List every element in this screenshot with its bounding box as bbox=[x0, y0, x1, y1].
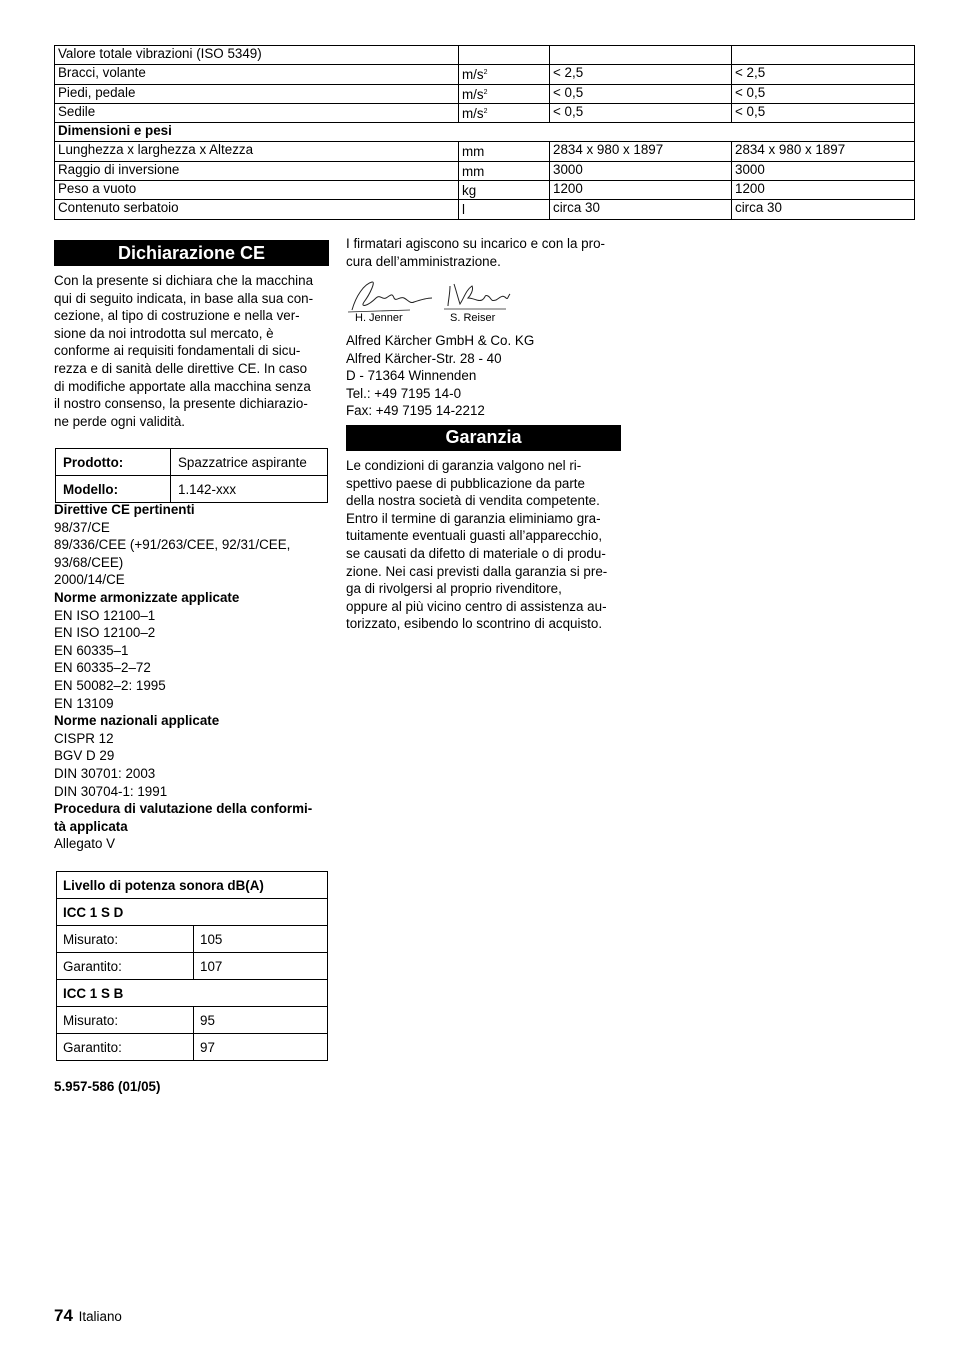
measured-label: Misurato: bbox=[57, 926, 194, 953]
spec-unit: mm bbox=[459, 142, 550, 161]
spec-unit: $m/s^2$ bbox=[459, 65, 550, 84]
spec-unit: l bbox=[459, 200, 550, 219]
spec-label: Sedile bbox=[55, 103, 459, 122]
spec-row bbox=[55, 123, 915, 142]
guaranteed-label: Garantito: bbox=[57, 953, 194, 980]
spec-value-1: 3000 bbox=[550, 161, 732, 180]
spec-unit: kg bbox=[459, 181, 550, 200]
signatories-intro: I firmatari agiscono su incarico e con la pro- cura dell’amministrazione. bbox=[346, 236, 605, 269]
warranty-text: Le condizioni di garanzia valgono nel ri- spettivo paese di pubblicazione da parte della nostra società di vendita competente. Entro il termine di garanzia eliminiamo gra- tuitamente eventuali guasti all’apparecchio, se causati da difetto di materiale o di produ- zione. Nei casi previsti dalla garanzia si pre- ga di rivolgersi al proprio rivenditore, oppure al più vicino centro di assistenza au- torizzato, esibendo lo scontrino di acquisto. bbox=[346, 458, 608, 632]
spec-label: Lunghezza x larghezza x Altezza bbox=[55, 142, 459, 161]
directive-item: 89/336/CEE (+91/263/CEE, 92/31/CEE, bbox=[54, 537, 291, 553]
company-address: Alfred Kärcher GmbH & Co. KG Alfred Kärcher-Str. 28 - 40 D - 71364 Winnenden Tel.: +49 7195 14-0 Fax: +49 7195 14-2212 bbox=[346, 333, 535, 419]
harmonized-item: EN 13109 bbox=[54, 695, 114, 711]
spec-row bbox=[55, 46, 915, 65]
spec-row bbox=[55, 84, 915, 103]
directives-list bbox=[54, 501, 339, 853]
sound-power-table bbox=[56, 871, 328, 1061]
spec-value-2: 1200 bbox=[732, 181, 915, 200]
spec-section-header: Dimensioni e pesi bbox=[55, 123, 915, 142]
guaranteed-label: Garantito: bbox=[57, 1034, 194, 1061]
spec-value-1: 1200 bbox=[550, 181, 732, 200]
warranty-heading: Garanzia bbox=[346, 425, 621, 451]
ce-declaration-heading: Dichiarazione CE bbox=[54, 240, 329, 266]
spec-value-1: < 2,5 bbox=[550, 65, 732, 84]
spec-label: Peso a vuoto bbox=[55, 181, 459, 200]
product-label: Prodotto: bbox=[56, 449, 171, 476]
harmonized-item: EN ISO 12100–1 bbox=[54, 607, 156, 623]
measured-label: Misurato: bbox=[57, 1007, 194, 1034]
national-item: BGV D 29 bbox=[54, 748, 115, 764]
spec-label: Piedi, pedale bbox=[55, 84, 459, 103]
spec-value-2 bbox=[732, 46, 915, 65]
spec-row bbox=[55, 161, 915, 180]
spec-unit: $m/s^2$ bbox=[459, 84, 550, 103]
sound-table-header: Livello di potenza sonora dB(A) bbox=[57, 872, 328, 899]
measured-value: 95 bbox=[194, 1007, 328, 1034]
document-code: 5.957-586 (01/05) bbox=[54, 1079, 161, 1094]
spec-value-1: 2834 x 980 x 1897 bbox=[550, 142, 732, 161]
spec-value-1: circa 30 bbox=[550, 200, 732, 219]
model-label: Modello: bbox=[56, 476, 171, 503]
directive-item: 2000/14/CE bbox=[54, 572, 125, 588]
harmonized-heading: Norme armonizzate applicate bbox=[54, 589, 240, 605]
spec-value-2: 2834 x 980 x 1897 bbox=[732, 142, 915, 161]
directives-heading: Direttive CE pertinenti bbox=[54, 502, 195, 517]
harmonized-item: EN ISO 12100–2 bbox=[54, 625, 156, 641]
spec-value-2: < 0,5 bbox=[732, 84, 915, 103]
procedure-value: Allegato V bbox=[54, 836, 116, 852]
spec-row bbox=[55, 103, 915, 122]
spec-label: Valore totale vibrazioni (ISO 5349) bbox=[55, 46, 459, 65]
spec-value-1 bbox=[550, 46, 732, 65]
spec-row bbox=[55, 65, 915, 84]
guaranteed-value: 107 bbox=[194, 953, 328, 980]
spec-unit bbox=[459, 46, 550, 65]
page-number: 74 bbox=[54, 1306, 73, 1325]
product-value: Spazzatrice aspirante bbox=[171, 449, 328, 476]
national-item: DIN 30701: 2003 bbox=[54, 765, 156, 781]
signature-jenner-image bbox=[346, 276, 526, 316]
product-model-table bbox=[55, 448, 328, 503]
sound-group-name: ICC 1 S D bbox=[57, 899, 328, 926]
page-footer bbox=[54, 1306, 122, 1326]
model-value: 1.142-xxx bbox=[171, 476, 328, 503]
spec-value-1: < 0,5 bbox=[550, 84, 732, 103]
spec-row bbox=[55, 200, 915, 219]
directive-item: 98/37/CE bbox=[54, 519, 110, 535]
measured-value: 105 bbox=[194, 926, 328, 953]
national-item: DIN 30704-1: 1991 bbox=[54, 783, 168, 799]
directive-item: 93/68/CEE) bbox=[54, 554, 124, 570]
harmonized-item: EN 60335–1 bbox=[54, 642, 129, 658]
ce-declaration-text: Con la presente si dichiara che la macchina qui di seguito indicata, in base alla sua con- cezione, al tipo di costruzione e nella ver- sione da noi introdotta sul mercato, è conforme ai requisiti fondamentali di sicu- rezza e di sanità delle direttive CE. In caso di modifiche apportate alla macchina senza il nostro consenso, la presente dichiarazio- ne perde ogni validità. bbox=[54, 273, 314, 429]
spec-value-2: 3000 bbox=[732, 161, 915, 180]
spec-value-2: < 2,5 bbox=[732, 65, 915, 84]
footer-language: Italiano bbox=[78, 1309, 122, 1324]
spec-unit: $m/s^2$ bbox=[459, 103, 550, 122]
spec-value-1: < 0,5 bbox=[550, 103, 732, 122]
technical-data-table bbox=[54, 45, 915, 220]
national-item: CISPR 12 bbox=[54, 730, 114, 746]
spec-label: Bracci, volante bbox=[55, 65, 459, 84]
spec-value-2: circa 30 bbox=[732, 200, 915, 219]
spec-row bbox=[55, 142, 915, 161]
procedure-heading-cont: tà applicata bbox=[54, 818, 128, 834]
harmonized-item: EN 60335–2–72 bbox=[54, 660, 151, 676]
signatory-name-reiser: S. Reiser bbox=[450, 312, 496, 324]
signatory-name-jenner: H. Jenner bbox=[355, 312, 403, 324]
spec-label: Raggio di inversione bbox=[55, 161, 459, 180]
guaranteed-value: 97 bbox=[194, 1034, 328, 1061]
signatures bbox=[346, 276, 526, 326]
harmonized-item: EN 50082–2: 1995 bbox=[54, 677, 166, 693]
national-heading: Norme nazionali applicate bbox=[54, 713, 220, 729]
spec-row bbox=[55, 181, 915, 200]
spec-label: Contenuto serbatoio bbox=[55, 200, 459, 219]
sound-group-name: ICC 1 S B bbox=[57, 980, 328, 1007]
spec-value-2: < 0,5 bbox=[732, 103, 915, 122]
procedure-heading: Procedura di valutazione della conformi- bbox=[54, 801, 313, 817]
spec-unit: mm bbox=[459, 161, 550, 180]
